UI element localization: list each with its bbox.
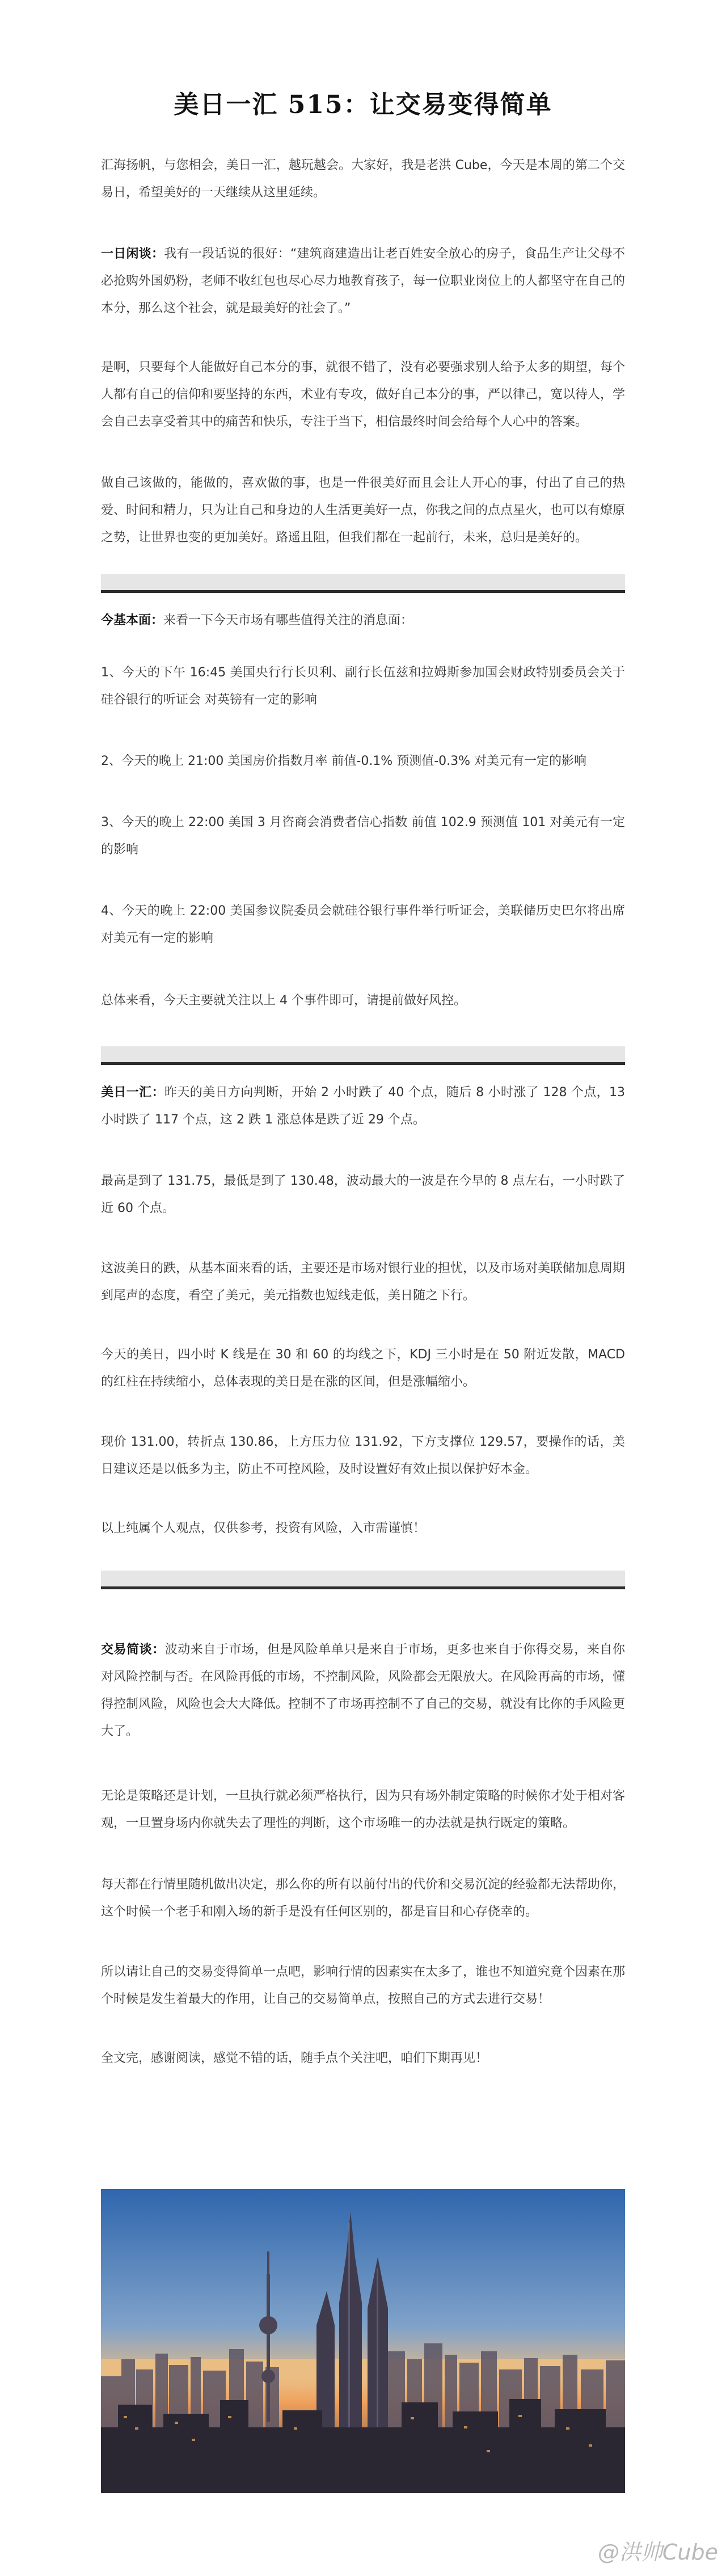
usdjpy-label: 美日一汇： <box>101 1085 164 1100</box>
usdjpy-section-4 <box>101 1341 625 1396</box>
intro-section <box>101 152 625 207</box>
usdjpy-paragraph-4: 今天的美日，四小时 K 线是在 30 和 60 的均线之下，KDJ 三小时是在 50 附近发散，MACD 的红柱在持续缩小，总体表现的美日是在涨的区间，但是涨幅缩小。 <box>101 1348 625 1389</box>
usdjpy-paragraph-2: 最高是到了 131.75，最低是到了 130.48，波动最大的一波是在今早的 8 点左右，一小时跌了近 60 个点。 <box>101 1174 625 1215</box>
fundamentals-summary-text: 总体来看，今天主要就关注以上 4 个事件即可，请提前做好风控。 <box>101 994 466 1008</box>
list-item: 3、今天的晚上 22:00 美国 3 月咨商会消费者信心指数 前值 102.9 预测值 101 对美元有一定的影响 <box>101 815 625 857</box>
section-divider-3 <box>101 1571 625 1592</box>
trading-paragraph-3: 每天都在行情里随机做出决定，那么你的所有以前付出的代价和交易沉淀的经验都无法帮助你，这个时候一个老手和刚入场的新手是没有任何区别的，都是盲目和心存侥幸的。 <box>101 1878 626 1919</box>
fundamentals-item-1 <box>101 659 625 714</box>
fundamentals-intro: 今基本面：来看一下今天市场有哪些值得关注的消息面： <box>101 613 413 628</box>
trading-paragraph-4: 所以请让自己的交易变得简单一点吧，影响行情的因素实在太多了，谁也不知道究竟个因素在那个时候是发生着最大的作用，让自己的交易简单点，按照自己的方式去进行交易！ <box>101 1965 626 2006</box>
section-divider-1 <box>101 574 625 596</box>
usdjpy-paragraph-1: 美日一汇：昨天的美日方向判断，开始 2 小时跌了 40 个点，随后 8 小时涨了 128 个点，13 小时跌了 117 个点，这 2 跌 1 涨总体是跌了近 29 个点。 <box>101 1085 625 1127</box>
trading-paragraph-1: 交易简谈：波动来自于市场，但是风险单单只是来自于市场，更多也来自于你得交易，来自你对风险控制与否。在风险再低的市场，不控制风险，风险都会无限放大。在风险再高的市场，懂得控制风险，风险也会大大降低。控制不了市场再控制不了自己的交易，就没有比你的手风险更大了。 <box>101 1643 626 1739</box>
trading-paragraph-2: 无论是策略还是计划，一旦执行就必须严格执行，因为只有场外制定策略的时候你才处于相对客观，一旦置身场内你就失去了理性的判断，这个市场唯一的办法就是执行既定的策略。 <box>101 1789 626 1830</box>
fundamentals-item-2 <box>101 748 625 775</box>
closing-text: 全文完，感谢阅读，感觉不错的话，随手点个关注吧，咱们下期再见！ <box>101 2051 488 2065</box>
reflection-section-2 <box>101 470 625 552</box>
daily-read-label: 一日闲谈： <box>101 247 164 261</box>
section-divider-2 <box>101 1046 625 1068</box>
intro-paragraph: 汇海扬帆，与您相会，美日一汇，越玩越会。大家好，我是老洪 Cube，今天是本周的第二个交易日，希望美好的一天继续从这里延续。 <box>101 158 625 200</box>
skyline-illustration <box>101 2189 625 2493</box>
list-item: 2、今天的晚上 21:00 美国房价指数月率 前值-0.1% 预测值-0.3% 对美元有一定的影响 <box>101 754 587 768</box>
daily-read-text: 我有一段话说的很好：“建筑商建造出让老百姓安全放心的房子，食品生产让父母不必抢购外国奶粉，老师不收红包也尽心尽力地教育孩子，每一位职业岗位上的人都坚守在自己的本分，那么这个社会，就是最美好的社会了。” <box>101 247 626 315</box>
usdjpy-paragraph-5: 现价 131.00，转折点 130.86，上方压力位 131.92，下方支撑位 129.57，要操作的话，美日建议还是以低多为主，防止不可控风险，及时设置好有效止损以保护好本金。 <box>101 1435 625 1476</box>
trading-section-4 <box>101 1959 625 2013</box>
fundamentals-item-4 <box>101 898 625 952</box>
list-item: 4、今天的晚上 22:00 美国参议院委员会就硅谷银行事件举行听证会，美联储历史巴尔将出席 对美元有一定的影响 <box>101 904 625 945</box>
usdjpy-section <box>101 1079 625 1134</box>
usdjpy-section-5 <box>101 1429 625 1483</box>
city-skyline-photo <box>101 2189 625 2493</box>
reflection-paragraph-2: 做自己该做的，能做的，喜欢做的事，也是一件很美好而且会让人开心的事，付出了自己的热爱、时间和精力，只为让自己和身边的人生活更美好一点，你我之间的点点星火，也可以有燎原之势，让世界也变的更加美好。路遥且阻，但我们都在一起前行，未来，总归是美好的。 <box>101 476 626 545</box>
page-title: 美日一汇 515：让交易变得简单 <box>174 90 552 119</box>
reflection-section-1 <box>101 354 625 436</box>
trading-section <box>101 1636 625 1745</box>
reflection-paragraph-1: 是啊，只要每个人能做好自己本分的事，就很不错了，没有必要强求别人给予太多的期望，每个人都有自己的信仰和要坚持的东西，术业有专攻，做好自己本分的事，严以律己，宽以待人，学会自己去享受着其中的痛苦和快乐，专注于当下，相信最终时间会给每个人心中的答案。 <box>101 360 626 429</box>
fundamentals-section <box>101 607 625 634</box>
list-item: 1、今天的下午 16:45 美国央行行长贝利、副行长伍兹和拉姆斯参加国会财政特别委员会关于硅谷银行的听证会 对英镑有一定的影响 <box>101 666 625 707</box>
trading-section-3 <box>101 1871 625 1926</box>
daily-read-paragraph <box>101 241 625 322</box>
closing-section <box>101 2045 625 2072</box>
fundamentals-item-3 <box>101 809 625 864</box>
fundamentals-summary <box>101 987 625 1015</box>
usdjpy-section-2 <box>101 1168 625 1222</box>
usdjpy-section-6 <box>101 1515 625 1542</box>
usdjpy-section-3 <box>101 1255 625 1310</box>
trading-label: 交易简谈： <box>101 1643 165 1657</box>
daily-read-section <box>101 241 625 322</box>
fundamentals-label: 今基本面： <box>101 613 164 628</box>
watermark-text: @洪帅Cube <box>597 2540 718 2565</box>
usdjpy-paragraph-3: 这波美日的跌，从基本面来看的话，主要还是市场对银行业的担忧，以及市场对美联储加息周期到尾声的态度，看空了美元，美元指数也短线走低，美日随之下行。 <box>101 1261 626 1303</box>
disclaimer-text: 以上纯属个人观点，仅供参考，投资有风险，入市需谨慎！ <box>101 1521 426 1535</box>
trading-section-2 <box>101 1783 625 1837</box>
